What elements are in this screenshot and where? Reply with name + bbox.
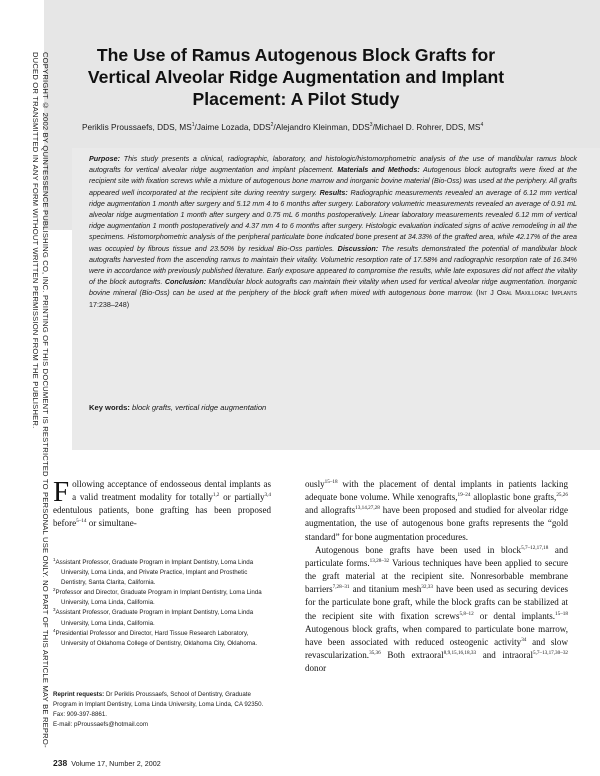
abstract-purpose: This study presents a clinical, radiographic, laboratory, and histologic/histomorphometric analysis of the use of mandibular ramus block autografts for vertical alveolar ridge augmentation and implant placement. xyxy=(89,155,577,175)
journal-issue: Volume 17, Number 2, 2002 xyxy=(71,759,161,768)
affiliation-number: 4 xyxy=(53,627,56,633)
body-text: and slow revascularization. xyxy=(305,636,568,661)
author-affil-mark: 3 xyxy=(369,122,373,129)
abstract-purpose-label: Purpose: xyxy=(89,155,120,163)
reprint-address: Dr Periklis Proussaefs, School of Dentistry, Graduate Program in Implant Dentistry, Loma Linda University, Loma Linda, CA 92350. Fax: 909-397-8861. xyxy=(53,691,264,719)
keywords-text: block grafts, vertical ridge augmentation xyxy=(129,403,267,412)
citation-ref: 32,33 xyxy=(421,584,433,591)
citation-ref: 35,36 xyxy=(369,650,381,657)
affiliation-number: 2 xyxy=(53,587,56,593)
body-text: and particulate forms. xyxy=(305,544,568,568)
reprint-label: Reprint requests: xyxy=(53,691,105,698)
affiliation-item xyxy=(53,558,271,588)
affiliation-text: Assistant Professor, Graduate Program in Implant Dentistry, Loma Linda University, Loma Linda, California. xyxy=(55,609,254,627)
page-number: 238 xyxy=(53,758,68,768)
abstract xyxy=(89,154,577,311)
citation-open: ( xyxy=(476,289,479,298)
affiliation-text: Assistant Professor, Graduate Program in Implant Dentistry, Loma Linda University, Loma Linda, and Private Practice, Implant and Prosthetic Dentistry, Santa Clarita, California. xyxy=(55,559,254,587)
citation-ref: 5,7–12,17,18 xyxy=(521,544,549,551)
author-name: /Jaime Lozada, DDS xyxy=(194,122,271,132)
affiliation-item xyxy=(53,608,271,628)
author-name: Periklis Proussaefs, DDS, MS xyxy=(82,122,192,132)
body-text: Various techniques have been applied to secure the graft material at the recipient site. Nonresorbable membrane barriers xyxy=(305,557,569,595)
affiliation-number: 3 xyxy=(53,607,56,613)
body-text: have been proposed and studied for alveolar ridge augmentation, the use of autogenous bone grafts represents the “gold standard” for bone augmentation procedures. xyxy=(305,505,568,542)
citation-ref: 1,2 xyxy=(212,492,220,499)
abstract-conclusion-label: Conclusion: xyxy=(164,278,207,287)
drop-cap: F xyxy=(53,476,70,508)
author-list xyxy=(82,122,582,132)
citation-ref: 3,4 xyxy=(264,492,271,499)
body-text: alloplastic bone grafts, xyxy=(470,492,557,503)
body-text: donor xyxy=(305,663,327,674)
body-text: ously xyxy=(305,479,325,489)
body-text: ollowing acceptance of endosseous dental implants as a valid treatment modality for totally xyxy=(72,479,271,503)
body-text: Both extraoral xyxy=(380,650,444,661)
citation-ref: 5,8–12 xyxy=(459,610,474,617)
article-title: The Use of Ramus Autogenous Block Grafts for Vertical Alveolar Ridge Augmentation and Implant Placement: A Pilot Study xyxy=(87,45,505,109)
body-text: edentulous patients, bone grafting has been proposed before xyxy=(53,505,271,529)
body-text: or dental implants. xyxy=(473,610,556,621)
citation-ref: 7,28–31 xyxy=(332,584,350,591)
citation-ref: 19–24 xyxy=(457,492,471,499)
citation-rest: 17:238–248) xyxy=(89,300,130,309)
affiliation-text: Presidential Professor and Director, Hard Tissue Research Laboratory, University of Oklahoma College of Dentistry, Oklahoma City, Oklahoma. xyxy=(55,629,258,647)
author-name: /Michael D. Rohrer, DDS, MS xyxy=(372,122,481,132)
abstract-results-label: Results: xyxy=(319,188,348,197)
citation-ref: 5–14 xyxy=(76,518,87,525)
keywords-label: Key words: xyxy=(89,403,130,412)
affiliation-number: 1 xyxy=(53,556,56,562)
citation-ref: 25,26 xyxy=(556,492,568,499)
abstract-discussion-label: Discussion: xyxy=(337,244,379,253)
body-text: and titanium mesh xyxy=(349,584,422,595)
body-text: and allografts xyxy=(305,505,356,516)
abstract-methods-label: Materials and Methods: xyxy=(337,166,420,175)
copyright-notice: COPYRIGHT © 2002 BY QUINTESSENCE PUBLISHING CO, INC. PRINTING OF THIS DOCUMENT IS RESTRICTED TO PERSONAL USE ONLY. NO PART OF THIS ARTICLE MAY BE REPRO- DUCED OR TRANSMITTED IN ANY FORM WITHOUT WRITTEN PERMISSION FROM THE PUBLISHER. xyxy=(31,52,50,748)
page-footer xyxy=(53,758,161,768)
affiliations xyxy=(53,558,271,649)
author-name: /Alejandro Kleinman, DDS xyxy=(273,122,370,132)
body-text: with the placement of dental implants in patients lacking adequate bone volume. While xenografts, xyxy=(305,479,568,503)
citation-ref: 34 xyxy=(521,636,527,643)
citation-ref: 13,28–32 xyxy=(369,557,390,564)
citation-ref: 15–18 xyxy=(555,610,568,617)
affiliation-text: Professor and Director, Graduate Program in Implant Dentistry, Loma Linda University, Loma Linda, California. xyxy=(55,589,262,607)
body-text: or simultane- xyxy=(86,518,137,529)
reprint-email: E-mail: pProussaefs@hotmail.com xyxy=(53,721,148,729)
body-text: have been used as securing devices for the particulate bone graft, while the block grafts can be stabilized at the recipient site with fixation screws xyxy=(305,584,568,621)
body-column-right xyxy=(305,478,568,675)
author-affil-mark: 4 xyxy=(480,122,484,129)
body-text: Autogenous block grafts, when compared to particulate bone marrow, have been associated with reduced osteogenic activity xyxy=(305,623,568,647)
author-affil-mark: 2 xyxy=(270,122,274,129)
abstract-conclusion: Mandibular block autografts can maintain their vitality when used for vertical alveolar ridge augmentation. Inorganic bovine mineral (Bio-Oss) can be used at the periphery of the block graft when mixed with autogenous bone marrow. xyxy=(89,278,577,298)
author-affil-mark: 1 xyxy=(191,122,195,129)
affiliation-item xyxy=(53,588,271,608)
body-column-left xyxy=(53,478,271,531)
citation-ref: 15–18 xyxy=(324,478,338,485)
citation-ref: 8,9,15,16,18,33 xyxy=(443,650,477,657)
keywords xyxy=(89,403,577,412)
citation-ref: 13,14,27,28 xyxy=(355,505,380,512)
body-text: Autogenous bone grafts have been used in block xyxy=(315,544,522,555)
affiliation-item xyxy=(53,629,271,649)
abstract-methods: Autogenous block autografts were fixed at the recipient site with fixation screws while a mixture of autogenous bone marrow and inorganic bovine material (Bio-Oss) was used at the periphery. All grafts appeared well incorporated at the recipient site during reentry surgery. xyxy=(89,166,577,197)
reprint-requests xyxy=(53,690,271,730)
citation-ref: 5,7–13,17,30–32 xyxy=(533,650,569,657)
body-text: and intraoral xyxy=(476,650,533,661)
citation-journal: Int J Oral Maxillofac Implants xyxy=(478,289,577,298)
body-text: or partially xyxy=(219,492,265,503)
abstract-discussion: The results demonstrated the potential of mandibular block autografts harvested from the ascending ramus to maintain their vitality. Volumetric resorption rate of 17.58% and radiographic resorption rate of 16.34% were in accordance with previously published literature. Early exposure appeared to compromise the results, while late exposures did not affect the vitality of the block autografts. xyxy=(89,244,577,287)
abstract-results: Radiographic measurements revealed an average of 6.12 mm vertical ridge augmentation 1 month after surgery and 5.12 mm 4 to 6 months after surgery. Laboratory volumetric measurements revealed an average of 0.91 mL alveolar ridge augmentation 1 month after surgery and 0.75 mL 6 months postoperatively. Linear laboratory measurements revealed 6.12 mm of vertical ridge augmentation 1 month postoperatively and 4.37 mm 4 to 6 months after surgery. Histologic evaluation indicated signs of active remodeling in all the specimens. Histomorphometric analysis of the peripheral particulate bone indicated bone present at 34.33% of the grafted area, while 42.17% of the area was occupied by fibrous tissue and 23.50% by residual Bio-Oss particles. xyxy=(89,188,577,253)
